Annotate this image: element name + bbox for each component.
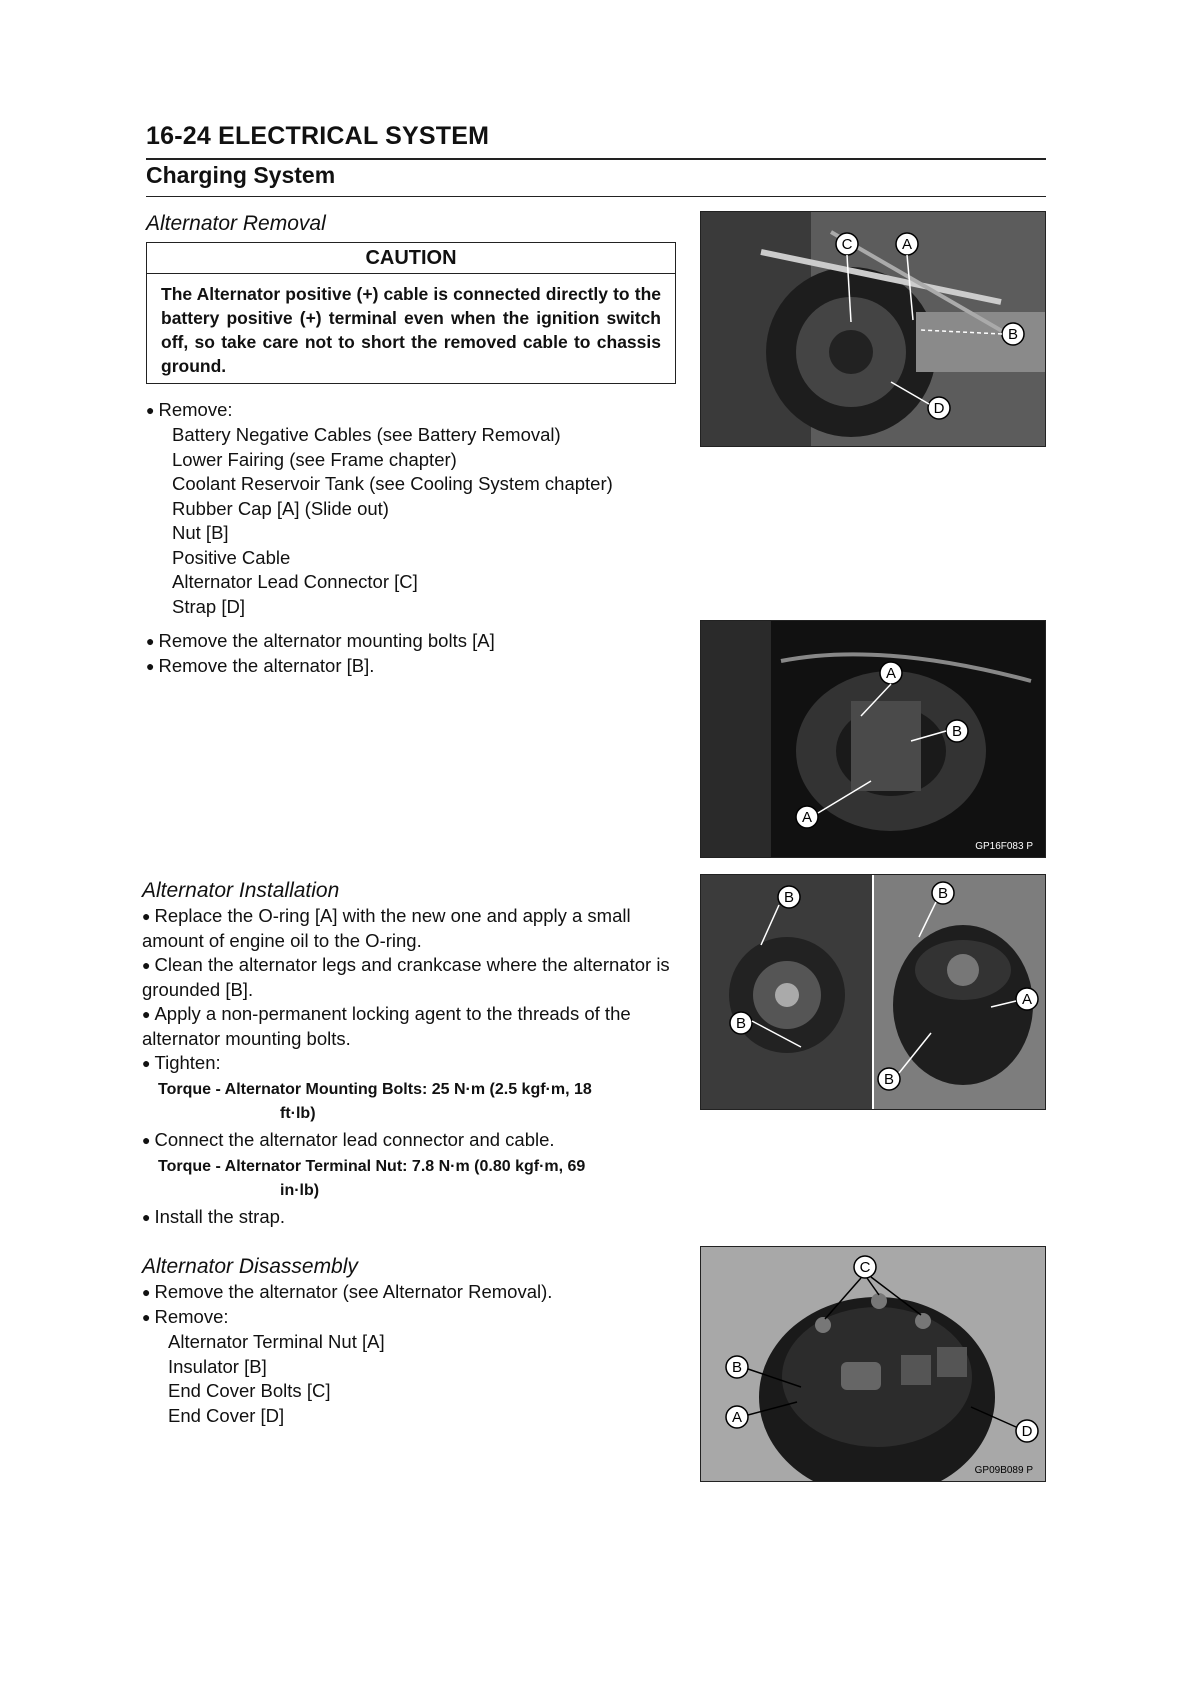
torque-spec-1	[142, 1076, 676, 1126]
callout-label: B	[731, 1359, 743, 1376]
section-rule	[146, 196, 1046, 197]
photo-code: GP09B089 P	[974, 1465, 1033, 1476]
bullet-item: ● Clean the alternator legs and crankcase where the alternator is grounded [B].	[142, 953, 676, 1002]
bullet-item: ● Install the strap.	[142, 1205, 676, 1230]
bullet-item: ● Remove the alternator [B].	[146, 654, 666, 679]
callout-label: B	[1007, 326, 1019, 343]
callout-label: B	[883, 1071, 895, 1088]
list-item: Coolant Reservoir Tank (see Cooling System chapter)	[172, 473, 613, 494]
callout-label: B	[735, 1015, 747, 1032]
removal-list	[146, 398, 666, 619]
photo-installation	[700, 874, 1046, 1110]
list-item: End Cover Bolts [C]	[168, 1380, 331, 1401]
installation-heading: Alternator Installation	[142, 879, 340, 902]
list-item: Rubber Cap [A] (Slide out)	[172, 497, 389, 519]
callout-label: A	[801, 809, 813, 826]
list-item: Alternator Terminal Nut [A]	[168, 1331, 385, 1352]
caution-label: CAUTION	[147, 243, 675, 274]
callout-label: D	[1021, 1423, 1033, 1440]
disassembly-list	[142, 1280, 676, 1428]
torque-line: Torque - Alternator Terminal Nut: 7.8 N·m (0.80 kgf·m, 69	[158, 1158, 586, 1175]
photo-disassembly	[700, 1246, 1046, 1482]
callout-label: A	[885, 665, 897, 682]
bullet-item: ● Remove the alternator mounting bolts [A]	[146, 629, 666, 654]
list-item: Battery Negative Cables (see Battery Removal)	[172, 424, 561, 445]
callout-label: B	[783, 889, 795, 906]
list-item: Alternator Lead Connector [C]	[172, 571, 418, 592]
callout-label: A	[901, 236, 913, 253]
callout-label: C	[859, 1259, 871, 1276]
disassembly-heading: Alternator Disassembly	[142, 1255, 358, 1278]
torque-line: in·lb)	[280, 1182, 320, 1199]
list-item: Nut [B]	[172, 522, 229, 543]
callout-label: D	[933, 400, 945, 417]
section-title: Charging System	[146, 162, 336, 188]
photo-mounting-bolts	[700, 620, 1046, 858]
callout-label: A	[1021, 991, 1033, 1008]
torque-line: Torque - Alternator Mounting Bolts: 25 N·m (2.5 kgf·m, 18	[158, 1081, 592, 1098]
list-item: Positive Cable	[172, 546, 291, 568]
caution-box	[146, 242, 676, 384]
list-item: Insulator [B]	[168, 1355, 267, 1377]
bullet-item: ● Tighten:	[142, 1051, 676, 1076]
list-item: Lower Fairing (see Frame chapter)	[172, 448, 457, 470]
torque-spec-2	[142, 1153, 676, 1203]
bullet-item: ● Replace the O-ring [A] with the new one and apply a small amount of engine oil to the O-ring.	[142, 904, 676, 953]
bullet-item: ● Apply a non-permanent locking agent to the threads of the alternator mounting bolts.	[142, 1002, 676, 1051]
bullet-item: ● Connect the alternator lead connector and cable.	[142, 1128, 676, 1153]
disassembly-items	[142, 1330, 676, 1428]
remove-bullet: ● Remove:	[146, 398, 666, 423]
header-rule	[146, 158, 1046, 160]
installation-list	[142, 904, 676, 1230]
caution-text: The Alternator positive (+) cable is connected directly to the battery positive (+) terminal even when the ignition switch off, so take care not to short the removed cable to chassis ground.	[161, 284, 661, 376]
removal-bullets-2	[146, 629, 666, 679]
photo-code: GP16F083 P	[975, 841, 1033, 852]
bullet-item: ● Remove:	[142, 1305, 676, 1330]
list-item: Strap [D]	[172, 595, 245, 617]
bullet-item: ● Remove the alternator (see Alternator Removal).	[142, 1280, 676, 1305]
callout-label: C	[841, 236, 853, 253]
callout-label: B	[951, 723, 963, 740]
remove-items	[146, 423, 666, 619]
page-title: 16-24 ELECTRICAL SYSTEM	[146, 122, 490, 150]
callout-label: B	[937, 885, 949, 902]
list-item: End Cover [D]	[168, 1404, 285, 1426]
removal-heading: Alternator Removal	[146, 212, 326, 235]
callout-label: A	[731, 1409, 743, 1426]
photo-alternator-connections	[700, 211, 1046, 447]
torque-line: ft·lb)	[280, 1105, 316, 1122]
